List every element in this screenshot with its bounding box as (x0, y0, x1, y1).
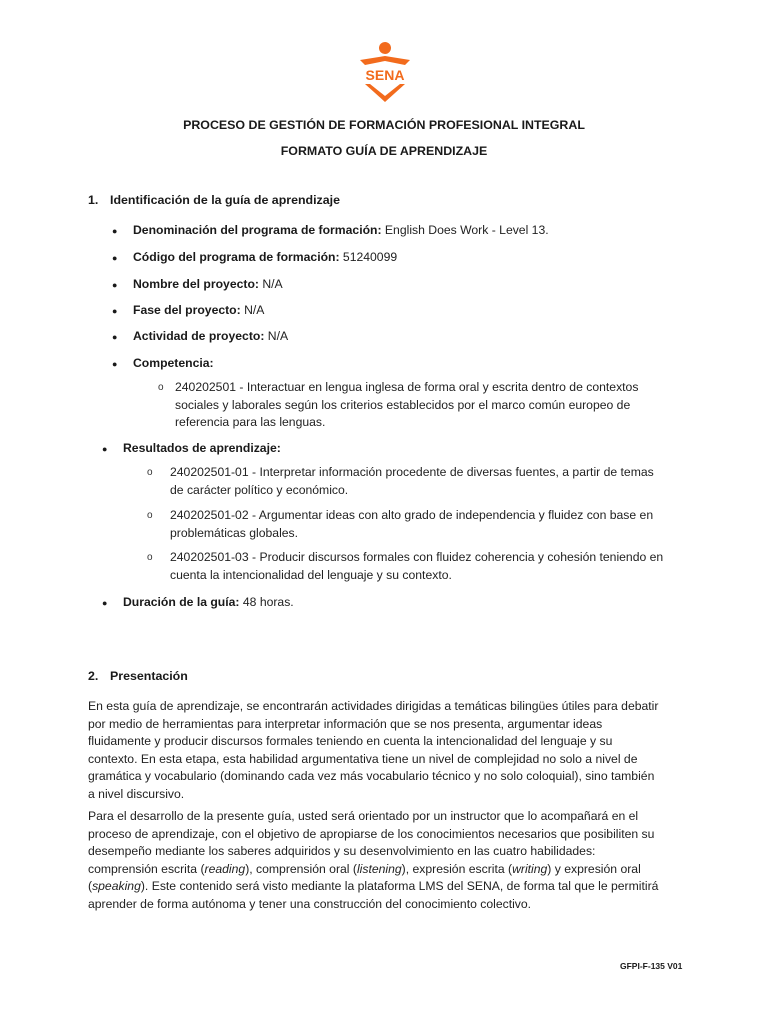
info-item-program-name: Denominación del programa de formación: English Does Work - Level 13. (133, 223, 549, 237)
bullet-icon: ● (112, 253, 118, 263)
section-title: Identificación de la guía de aprendizaje (110, 193, 340, 207)
presentation-paragraph-1: En esta guía de aprendizaje, se encontrarán actividades dirigidas a temáticas bilingües útiles para debatir por medio de herramientas para interpretar información que se nos presenta, argumentar ideas fluidamente y producir discursos formales teniendo en cuenta la intencionalidad del lenguaje y su contexto. En esta etapa, esta habilidad argumentativa tiene un nivel de complejidad no solo a nivel de gramática y vocabulario (dominando cada vez más vocabulario técnico y no solo coloquial), sino también a nivel discursivo. (88, 699, 659, 801)
info-item-competencia: Competencia: (133, 356, 214, 370)
skills-line: comprensión escrita (reading), comprensión oral (listening), expresión escrita (writing) y expresión oral (88, 861, 641, 876)
bullet-icon: ● (112, 280, 118, 290)
learning-outcomes-label: Resultados de aprendizaje: (123, 441, 281, 455)
format-title: FORMATO GUÍA DE APRENDIZAJE (280, 144, 488, 158)
section-title: Presentación (110, 669, 188, 683)
info-item-project-name: Nombre del proyecto: N/A (133, 277, 283, 291)
bullet-icon: ● (112, 226, 118, 236)
sub-bullet-icon: o (147, 510, 153, 521)
bullet-icon: ● (102, 444, 108, 454)
sub-bullet-icon: o (147, 467, 153, 478)
form-code-footer: GFPI-F-135 V01 (620, 961, 683, 971)
learning-outcome-item: 240202501-02 - Argumentar ideas con alto grado de independencia y fluidez con base en problemáticas globales. (170, 508, 654, 540)
process-title: PROCESO DE GESTIÓN DE FORMACIÓN PROFESIONAL INTEGRAL (183, 118, 585, 132)
info-item-project-activity: Actividad de proyecto: N/A (133, 329, 289, 343)
presentation-paragraph-2: Para el desarrollo de la presente guía, usted será orientado por un instructor que lo acompañará en el proceso de aprendizaje, con el objetivo de apropiarse de los conocimientos necesarios que posibiliten su desempeño mediante los saberes adquiridos y su desenvolvimiento en las cuatro habilidades: comprensión escrita (reading), comprensión oral (listening), expresión escrita (writing) y expresión oral (speaking). Este contenido será visto mediante la plataforma LMS del SENA, de forma tal que le permitirá aprender de forma autónoma y tener una construcción del conocimiento colectivo. (88, 808, 688, 914)
bullet-icon: ● (102, 598, 108, 608)
learning-outcome-item: 240202501-01 - Interpretar información procedente de diversas fuentes, a partir de temas de carácter político y económico. (170, 465, 654, 497)
section-number: 2. (88, 669, 99, 683)
section-1-heading (88, 193, 340, 207)
bullet-icon: ● (112, 332, 118, 342)
platform-line: (speaking). Este contenido será visto mediante la plataforma LMS del SENA, de forma tal que le permitirá (88, 879, 659, 894)
sub-bullet-icon: o (147, 552, 153, 563)
competencia-text: 240202501 - Interactuar en lengua inglesa de forma oral y escrita dentro de contextos sociales y laborales según los criterios establecidos por el marco común europeo de referencia para las lenguas. (175, 380, 639, 430)
bullet-icon: ● (112, 306, 118, 316)
section-number: 1. (88, 193, 99, 207)
info-item-project-phase: Fase del proyecto: N/A (133, 303, 265, 317)
bullet-icon: ● (112, 359, 118, 369)
guide-duration: Duración de la guía: 48 horas. (123, 595, 294, 609)
sena-logo (356, 40, 414, 104)
sub-bullet-icon: o (158, 382, 164, 393)
info-item-program-code: Código del programa de formación: 51240099 (133, 250, 398, 264)
learning-outcome-item: 240202501-03 - Producir discursos formales con fluidez coherencia y cohesión teniendo en cuenta la intencionalidad del lenguaje y su contexto. (170, 550, 664, 582)
section-2-heading (88, 669, 188, 683)
logo-text: SENA (365, 67, 405, 83)
